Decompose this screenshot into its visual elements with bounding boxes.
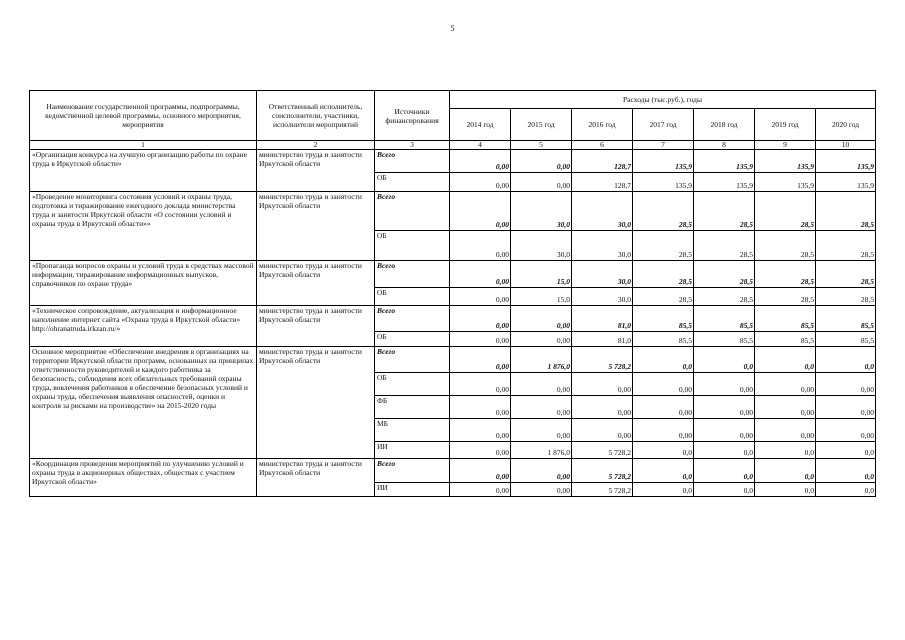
table-row — [30, 306, 876, 332]
expense-value: 30,0 — [572, 192, 633, 231]
expense-value: 1 876,0 — [511, 442, 572, 459]
expense-value: 0,00 — [511, 373, 572, 396]
expense-value: 0,0 — [755, 347, 816, 373]
expense-value: 0,00 — [694, 373, 755, 396]
expense-value: 81,0 — [572, 306, 633, 332]
expense-value: 28,5 — [755, 231, 816, 261]
expense-value: 0,00 — [511, 419, 572, 442]
header-year: 2020 год — [816, 109, 876, 141]
expense-value: 0,00 — [450, 483, 511, 497]
expense-value: 15,0 — [511, 288, 572, 306]
activity-name: «Организация конкурса на лучшую организацию работы по охране труда в Иркутской области» — [30, 150, 257, 192]
expense-value: 135,9 — [694, 150, 755, 173]
expense-value: 85,5 — [633, 306, 694, 332]
expense-value: 0,0 — [816, 347, 876, 373]
expense-value: 28,5 — [694, 261, 755, 288]
expense-value: 0,00 — [816, 373, 876, 396]
expense-value: 28,5 — [633, 192, 694, 231]
expense-value: 28,5 — [694, 288, 755, 306]
expense-value: 28,5 — [694, 231, 755, 261]
expense-value: 0,00 — [450, 419, 511, 442]
expense-value: 0,0 — [694, 347, 755, 373]
expense-value: 0,00 — [511, 150, 572, 173]
expense-value: 5 728,2 — [572, 442, 633, 459]
expense-value: 0,00 — [450, 332, 511, 347]
expense-value: 0,00 — [450, 373, 511, 396]
header-executor: Ответственный исполнитель, соисполнители, участники, исполнители мероприятий — [257, 91, 375, 141]
expense-value: 0,00 — [633, 396, 694, 419]
expense-value: 85,5 — [755, 332, 816, 347]
expense-value: 30,0 — [572, 261, 633, 288]
funding-source: ОБ — [375, 332, 450, 347]
table-row — [30, 150, 876, 173]
table-body — [30, 91, 876, 497]
expenses-table — [29, 90, 876, 497]
expense-value: 0,0 — [816, 483, 876, 497]
header-expenses: Расходы (тыс.руб.), годы — [450, 91, 876, 109]
expense-value: 0,0 — [755, 442, 816, 459]
funding-source: Всего — [375, 192, 450, 231]
expense-value: 85,5 — [816, 306, 876, 332]
header-year: 2018 год — [694, 109, 755, 141]
funding-source: ОБ — [375, 373, 450, 396]
expense-value: 28,5 — [755, 261, 816, 288]
responsible-executor: министерство труда и занятости Иркутской области — [257, 192, 375, 261]
funding-source: Всего — [375, 459, 450, 483]
expense-value: 0,00 — [755, 396, 816, 419]
funding-source: ОБ — [375, 173, 450, 192]
header-year: 2017 год — [633, 109, 694, 141]
expense-value: 28,5 — [694, 192, 755, 231]
expense-value: 0,00 — [694, 419, 755, 442]
expense-value: 0,00 — [511, 173, 572, 192]
expense-value: 0,00 — [755, 373, 816, 396]
column-number: 8 — [694, 141, 755, 150]
expense-value: 28,5 — [816, 261, 876, 288]
column-number: 4 — [450, 141, 511, 150]
expense-value: 0,00 — [633, 373, 694, 396]
expense-value: 0,00 — [450, 306, 511, 332]
funding-source: ИИ — [375, 483, 450, 497]
activity-name: «Пропаганда вопросов охраны и условий труда в средствах массовой информации, тиражирование информационных выпусков, справочников по охране труда» — [30, 261, 257, 306]
expense-value: 28,5 — [816, 288, 876, 306]
expense-value: 135,9 — [633, 150, 694, 173]
header-source: Источники финансирования — [375, 91, 450, 141]
expense-value: 0,00 — [511, 332, 572, 347]
expense-value: 0,00 — [450, 173, 511, 192]
funding-source: Всего — [375, 261, 450, 288]
expense-value: 0,00 — [511, 396, 572, 419]
expense-value: 0,0 — [633, 347, 694, 373]
expense-value: 0,00 — [816, 419, 876, 442]
expense-value: 0,0 — [633, 442, 694, 459]
expense-value: 0,00 — [572, 396, 633, 419]
expense-value: 0,00 — [511, 483, 572, 497]
expense-value: 28,5 — [816, 192, 876, 231]
expense-value: 0,00 — [694, 396, 755, 419]
expense-value: 30,0 — [511, 231, 572, 261]
expense-value: 28,5 — [633, 231, 694, 261]
header-name: Наименование государственной программы, подпрограммы, ведомственной целевой программы, основного мероприятия, мероприятия — [30, 91, 257, 141]
expense-value: 135,9 — [755, 150, 816, 173]
expense-value: 0,0 — [694, 459, 755, 483]
table-row — [30, 192, 876, 231]
activity-name: «Координация проведения мероприятий по улучшению условий и охраны труда в акционерных обществах, обществах с участием Иркутской области» — [30, 459, 257, 497]
expense-value: 0,0 — [755, 483, 816, 497]
column-number: 3 — [375, 141, 450, 150]
funding-source: Всего — [375, 347, 450, 373]
expense-value: 85,5 — [755, 306, 816, 332]
expense-value: 85,5 — [633, 332, 694, 347]
expense-value: 1 876,0 — [511, 347, 572, 373]
expense-value: 85,5 — [694, 306, 755, 332]
expense-value: 30,0 — [572, 288, 633, 306]
expense-value: 0,00 — [450, 396, 511, 419]
responsible-executor: министерство труда и занятости Иркутской области — [257, 261, 375, 306]
expense-value: 0,0 — [816, 442, 876, 459]
column-number: 1 — [30, 141, 257, 150]
column-number: 2 — [257, 141, 375, 150]
responsible-executor: министерство труда и занятости Иркутской области — [257, 459, 375, 497]
funding-source: Всего — [375, 306, 450, 332]
expense-value: 30,0 — [572, 231, 633, 261]
expense-value: 0,0 — [694, 483, 755, 497]
expense-value: 0,0 — [816, 459, 876, 483]
expense-value: 0,00 — [572, 419, 633, 442]
responsible-executor: министерство труда и занятости Иркутской области — [257, 347, 375, 459]
expense-value: 5 728,2 — [572, 483, 633, 497]
expense-value: 0,00 — [816, 396, 876, 419]
header-year: 2019 год — [755, 109, 816, 141]
responsible-executor: министерство труда и занятости Иркутской области — [257, 150, 375, 192]
expense-value: 0,00 — [450, 288, 511, 306]
responsible-executor: министерство труда и занятости Иркутской области — [257, 306, 375, 347]
activity-name: Основное мероприятие «Обеспечение внедрения в организациях на территории Иркутской области программ, основанных на принципах ответственности руководителей и каждого работника за безопасность, соблюдения всех обязательных требований охраны труда, вовлечения работников в обеспечение безопасных условий и охраны труда, обеспечения выявления опасностей, оценки и контроля за рисками на производстве» на 2015-2020 годы — [30, 347, 257, 459]
column-number: 9 — [755, 141, 816, 150]
expense-value: 0,0 — [694, 442, 755, 459]
expense-value: 81,0 — [572, 332, 633, 347]
expense-value: 5 728,2 — [572, 347, 633, 373]
expense-value: 0,00 — [450, 150, 511, 173]
expense-value: 0,00 — [755, 419, 816, 442]
expense-value: 28,5 — [755, 192, 816, 231]
expense-value: 0,00 — [450, 347, 511, 373]
table-row — [30, 261, 876, 288]
activity-name: «Проведение мониторинга состояния условий и охраны труда, подготовка и тиражирование ежегодного доклада министерства труда и занятости Иркутской области «О состоянии условий и охраны труда в Иркутской области»» — [30, 192, 257, 261]
expense-value: 0,00 — [511, 459, 572, 483]
expense-value: 135,9 — [755, 173, 816, 192]
funding-source: ФБ — [375, 396, 450, 419]
expense-value: 28,5 — [633, 261, 694, 288]
column-number: 6 — [572, 141, 633, 150]
header-year: 2016 год — [572, 109, 633, 141]
expense-value: 5 728,2 — [572, 459, 633, 483]
expense-value: 128,7 — [572, 173, 633, 192]
column-number: 7 — [633, 141, 694, 150]
page-number: 5 — [450, 24, 455, 33]
column-number: 5 — [511, 141, 572, 150]
expense-value: 28,5 — [755, 288, 816, 306]
expense-value: 28,5 — [816, 231, 876, 261]
expense-value: 135,9 — [694, 173, 755, 192]
expense-value: 135,9 — [816, 150, 876, 173]
expense-value: 135,9 — [816, 173, 876, 192]
funding-source: МБ — [375, 419, 450, 442]
expense-value: 28,5 — [633, 288, 694, 306]
header-year: 2015 год — [511, 109, 572, 141]
expense-value: 30,0 — [511, 192, 572, 231]
expense-value: 135,9 — [633, 173, 694, 192]
expense-value: 0,0 — [633, 459, 694, 483]
header-year: 2014 год — [450, 109, 511, 141]
expense-value: 0,00 — [633, 419, 694, 442]
expense-value: 0,0 — [755, 459, 816, 483]
expense-value: 85,5 — [816, 332, 876, 347]
expense-value: 0,00 — [450, 192, 511, 231]
funding-source: Всего — [375, 150, 450, 173]
funding-source: ОБ — [375, 288, 450, 306]
expense-value: 85,5 — [694, 332, 755, 347]
funding-source: ОБ — [375, 231, 450, 261]
table-row — [30, 459, 876, 483]
expense-value: 0,00 — [450, 261, 511, 288]
expense-value: 0,00 — [450, 459, 511, 483]
funding-source: ИИ — [375, 442, 450, 459]
table-row — [30, 347, 876, 373]
activity-name: «Техническое сопровождение, актуализация и информационное наполнение интернет сайта «Охрана труда в Иркутской области» http://ohranatruda.irkzan.ru/» — [30, 306, 257, 347]
expense-value: 0,0 — [633, 483, 694, 497]
expense-value: 0,00 — [450, 231, 511, 261]
expense-value: 15,0 — [511, 261, 572, 288]
expense-value: 0,00 — [511, 306, 572, 332]
expense-value: 0,00 — [450, 442, 511, 459]
expense-value: 0,00 — [572, 373, 633, 396]
column-number: 10 — [816, 141, 876, 150]
expense-value: 128,7 — [572, 150, 633, 173]
